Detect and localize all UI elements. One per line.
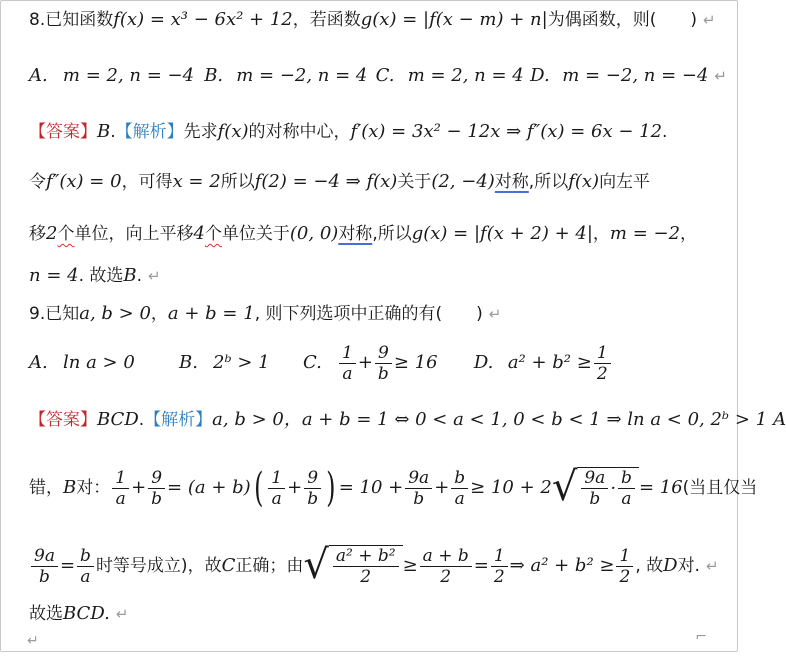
q9-answer-value: BCD bbox=[97, 409, 139, 430]
analysis-text: 所以 bbox=[534, 172, 569, 192]
fraction: $\frac{1}{a}$ bbox=[268, 468, 285, 509]
analysis-text: 令 bbox=[29, 172, 46, 192]
q8-option-a-key: A. bbox=[29, 65, 48, 86]
q8-option-a: m = 2, n = −4 bbox=[62, 65, 195, 86]
q8-answer-line-2: 令 f″(x) = 0 ，可得 x = 2 所以 f(2) = −4 ⇒ f(x) 关于 (2, −4) 对称 , 所以 f(x) 向左平 bbox=[29, 169, 727, 195]
fraction: $\frac{9}{b}$ bbox=[148, 468, 165, 509]
answer-tag: 【答案】 bbox=[29, 122, 97, 142]
q9-option-b: 2ᵇ > 1 bbox=[213, 352, 270, 373]
q9-option-d-frac: $\frac{1}{2}$ bbox=[594, 343, 611, 384]
q9-text: , 则下列选项中正确的有( ) bbox=[254, 304, 483, 324]
q9-option-d: a² + b² ≥ bbox=[507, 352, 592, 373]
fraction: $\frac{1}{2}$ bbox=[616, 546, 633, 587]
fraction: $\frac{9a}{b}$ bbox=[405, 468, 432, 509]
q8-option-b: m = −2, n = 4 bbox=[236, 65, 368, 86]
analysis-math: f(x) bbox=[568, 171, 600, 192]
q9-condition: a + b = 1 bbox=[167, 303, 255, 324]
q9-option-c-key: C. bbox=[303, 352, 322, 373]
return-mark-icon: ↵ bbox=[488, 305, 502, 323]
q9-condition: a, b > 0 bbox=[79, 303, 151, 324]
analysis-text: 单位关于 bbox=[221, 224, 290, 244]
return-mark-icon: ↵ bbox=[148, 267, 161, 285]
q8-option-d: m = −2, n = −4 bbox=[562, 65, 709, 86]
q8-option-d-key: D. bbox=[530, 65, 550, 86]
q8-stem bbox=[29, 7, 727, 33]
analysis-text: 时等号成立)，故 bbox=[95, 556, 222, 576]
return-mark-icon: ↵ bbox=[115, 605, 129, 623]
q8-text: 为偶函数，则( ) bbox=[547, 10, 697, 30]
q9-answer-line-1: 【答案】 BCD . 【解析】 a, b > 0，a + b = 1 ⇔ 0 < a < 1, 0 < b < 1 ⇒ ln a < 0, 2ᵇ > 1 A bbox=[29, 407, 727, 433]
analysis-text: . 故选 bbox=[78, 266, 124, 286]
fraction: $\frac{9a}{b}$ bbox=[31, 546, 58, 587]
analysis-text: 故选 bbox=[29, 604, 63, 624]
return-mark-icon: ↵ bbox=[714, 67, 727, 85]
return-mark-icon: ↵ bbox=[702, 11, 716, 29]
q9-number: 9. bbox=[29, 304, 46, 324]
analysis-math: x = 2 bbox=[172, 171, 221, 192]
q8-text: 已知函数 bbox=[45, 10, 114, 30]
fraction: $\frac{a + b}{2}$ bbox=[420, 546, 472, 587]
analysis-math: f(2) = −4 ⇒ f(x) bbox=[254, 171, 398, 192]
analysis-text: 对. bbox=[677, 556, 700, 576]
fraction: $\frac{b}{a}$ bbox=[451, 468, 468, 509]
q8-options bbox=[29, 63, 727, 89]
analysis-tag: 【解析】 bbox=[115, 122, 184, 142]
q8-answer-line-3: 移 2 个 单位，向上平移 4 个 单位关于 (0, 0) 对称 , 所以 g(x) = |f(x + 2) + 4| ， m = −2 ， bbox=[29, 221, 727, 247]
analysis-math: f(x) bbox=[217, 121, 249, 142]
analysis-math: m = −2 bbox=[609, 223, 681, 244]
analysis-math: = (a + b) bbox=[167, 477, 251, 498]
analysis-text: 对称 bbox=[494, 172, 529, 192]
square-root: √ $\frac{\text{a² + b²}}{2}$ bbox=[303, 545, 402, 587]
analysis-text: 单位，向上平移 bbox=[74, 224, 194, 244]
q8-option-b-key: B. bbox=[204, 65, 224, 86]
analysis-math: D bbox=[663, 555, 678, 576]
analysis-math: = 16 bbox=[638, 477, 683, 498]
analysis-math: A bbox=[773, 409, 786, 430]
q9-option-d-key: D. bbox=[473, 352, 494, 373]
analysis-math: ⇒ a² + b² ≥ bbox=[509, 555, 615, 576]
analysis-math: 2 bbox=[46, 223, 58, 244]
q9-option-c-frac: $\frac{9}{b}$ bbox=[375, 343, 392, 384]
analysis-text: 个 bbox=[57, 224, 75, 244]
analysis-math: (0, 0) bbox=[289, 223, 339, 244]
q9-options: A. ln a > 0 B. 2ᵇ > 1 C. $\frac{1}{a}$ + $\frac{9}{b}$ ≥ 16 D. a² + b² ≥ $\frac{1}{2}$ bbox=[29, 343, 727, 383]
q9-final-answer: BCD. bbox=[63, 603, 110, 624]
analysis-text: 对称 bbox=[338, 224, 373, 244]
q9-option-c: ≥ 16 bbox=[393, 352, 438, 373]
analysis-math: f′(x) = 3x² − 12x ⇒ f″(x) = 6x − 12 bbox=[350, 121, 663, 142]
corner-bracket-icon: ⌐ bbox=[695, 629, 707, 645]
analysis-text: 所以 bbox=[220, 172, 255, 192]
return-mark-icon: ↵ bbox=[27, 633, 39, 649]
analysis-math: 4 bbox=[193, 223, 205, 244]
analysis-text: 对： bbox=[76, 478, 111, 498]
q9-text: 已知 bbox=[45, 304, 80, 324]
q8-option-c: m = 2, n = 4 bbox=[407, 65, 524, 86]
q9-option-b-key: B. bbox=[179, 352, 198, 373]
analysis-tag: 【解析】 bbox=[144, 410, 213, 430]
analysis-math: C bbox=[221, 555, 236, 576]
q9-option-c-frac: $\frac{1}{a}$ bbox=[339, 343, 356, 384]
square-root: √ $\frac{9a}{b}$ · $\frac{b}{a}$ bbox=[552, 467, 639, 509]
analysis-math: n = 4 bbox=[29, 265, 79, 286]
analysis-text: 正确；由 bbox=[235, 556, 304, 576]
analysis-math: g(x) = |f(x + 2) + 4| bbox=[411, 223, 593, 244]
q8-number: 8. bbox=[29, 10, 46, 30]
fraction: $\frac{b}{a}$ bbox=[77, 546, 94, 587]
q9-option-a-key: A. bbox=[29, 352, 48, 373]
analysis-text: 先求 bbox=[183, 122, 218, 142]
q9-answer-line-4 bbox=[29, 601, 727, 627]
fraction: $\frac{1}{a}$ bbox=[112, 468, 129, 509]
fraction: $\frac{9}{b}$ bbox=[304, 468, 321, 509]
q8-text: ，若函数 bbox=[292, 10, 361, 30]
q8-answer-line-4: n = 4 . 故选 B . ↵ bbox=[29, 263, 727, 289]
q8-answer-value: B bbox=[97, 121, 111, 142]
analysis-text: 关于 bbox=[397, 172, 432, 192]
analysis-text: , 故 bbox=[635, 556, 664, 576]
return-mark-icon: ↵ bbox=[705, 557, 719, 575]
analysis-text: 移 bbox=[29, 224, 46, 244]
q8-final-answer: B bbox=[123, 265, 137, 286]
answer-tag: 【答案】 bbox=[29, 410, 97, 430]
q8-answer-line-1: 【答案】 B . 【解析】 先求 f(x) 的对称中心， f′(x) = 3x² − 12x ⇒ f″(x) = 6x − 12 . bbox=[29, 119, 727, 145]
analysis-text: 向左平 bbox=[599, 172, 651, 192]
analysis-math: f″(x) = 0 bbox=[46, 171, 122, 192]
analysis-text: 个 bbox=[204, 224, 222, 244]
analysis-text: ，可得 bbox=[121, 172, 173, 192]
q9-answer-line-3: $\frac{9a}{b}$ = $\frac{b}{a}$ 时等号成立)，故 C 正确；由 √ $\frac{\text{a² + b²}}{2}$ ≥ $\frac{a + b}{2}$ = $\frac{1}{2}$ ⇒ a² + b² ≥ $\frac{1}{2}$ , 故 D 对. ↵ bbox=[29, 541, 727, 591]
q8-f-definition: f(x) = x³ − 6x² + 12 bbox=[113, 9, 293, 30]
analysis-math: a, b > 0，a + b = 1 ⇔ 0 < a < 1, 0 < b < 1 ⇒ ln a < 0, 2ᵇ > 1 bbox=[212, 409, 768, 430]
q9-option-a: ln a > 0 bbox=[63, 352, 135, 373]
analysis-math: (2, −4) bbox=[431, 171, 495, 192]
analysis-text: 错， bbox=[29, 478, 63, 498]
q9-stem: 9. 已知 a, b > 0 ， a + b = 1 , 则下列选项中正确的有( ) ↵ bbox=[29, 301, 727, 327]
q9-answer-line-2: 错， B 对： $\frac{1}{a}$ + $\frac{9}{b}$ = (a + b) ( $\frac{1}{a}$ + $\frac{9}{b}$ ) = 10 + $\frac{9a}{b}$ + $\frac{b}{a}$ ≥ 10 + 2 √ $\frac{9a}{b}$ · $\frac{b}{a}$ = 16 (当且仅当 bbox=[29, 464, 758, 511]
analysis-math: B bbox=[63, 477, 77, 498]
fraction: $\frac{1}{2}$ bbox=[491, 546, 508, 587]
analysis-text: (当且仅当 bbox=[682, 478, 758, 498]
analysis-text: 所以 bbox=[377, 224, 412, 244]
analysis-math: ≥ 10 + 2 bbox=[470, 477, 552, 498]
analysis-math: = 10 + bbox=[338, 477, 404, 498]
q8-g-definition: g(x) = |f(x − m) + n| bbox=[360, 9, 548, 30]
q8-option-c-key: C. bbox=[375, 65, 395, 86]
analysis-text: 的对称中心， bbox=[248, 122, 351, 142]
